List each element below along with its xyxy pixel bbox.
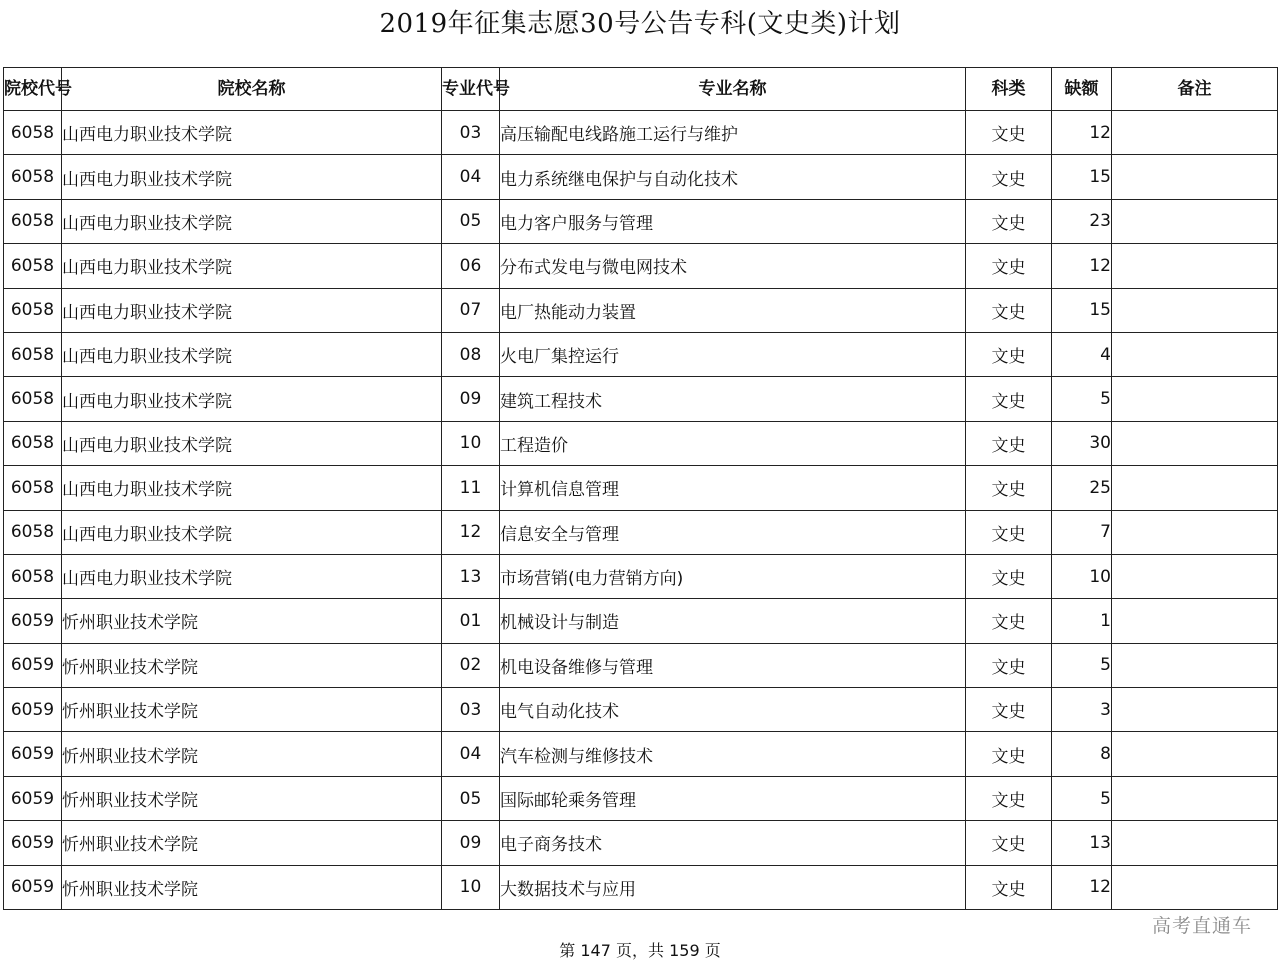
cell-major-name: 建筑工程技术	[500, 377, 966, 421]
cell-major-name: 计算机信息管理	[500, 466, 966, 510]
cell-quota: 5	[1052, 643, 1112, 687]
cell-major-code: 05	[442, 776, 500, 820]
cell-major-name: 电气自动化技术	[500, 688, 966, 732]
cell-note	[1112, 155, 1278, 199]
cell-category: 文史	[966, 643, 1052, 687]
cell-school-name: 忻州职业技术学院	[62, 821, 442, 865]
header-row	[4, 68, 1278, 111]
table-row	[4, 199, 1278, 243]
cell-major-name: 大数据技术与应用	[500, 865, 966, 909]
cell-quota: 15	[1052, 155, 1112, 199]
cell-school-code: 6058	[4, 554, 62, 598]
header-major-name: 专业名称	[500, 68, 966, 111]
cell-note	[1112, 111, 1278, 155]
cell-note	[1112, 421, 1278, 465]
cell-note	[1112, 199, 1278, 243]
cell-category: 文史	[966, 865, 1052, 909]
cell-major-code: 12	[442, 510, 500, 554]
cell-quota: 12	[1052, 244, 1112, 288]
table-row	[4, 776, 1278, 820]
cell-major-name: 工程造价	[500, 421, 966, 465]
cell-school-code: 6058	[4, 377, 62, 421]
cell-major-name: 国际邮轮乘务管理	[500, 776, 966, 820]
cell-major-code: 09	[442, 821, 500, 865]
header-major-code: 专业代号	[442, 68, 500, 111]
cell-school-code: 6058	[4, 332, 62, 376]
cell-school-code: 6059	[4, 688, 62, 732]
table-row	[4, 377, 1278, 421]
cell-major-code: 09	[442, 377, 500, 421]
table-row	[4, 599, 1278, 643]
cell-category: 文史	[966, 732, 1052, 776]
cell-major-name: 分布式发电与微电网技术	[500, 244, 966, 288]
cell-category: 文史	[966, 199, 1052, 243]
cell-major-name: 火电厂集控运行	[500, 332, 966, 376]
cell-school-name: 山西电力职业技术学院	[62, 377, 442, 421]
table-body	[4, 111, 1278, 910]
table-row	[4, 466, 1278, 510]
cell-school-name: 忻州职业技术学院	[62, 865, 442, 909]
cell-school-name: 山西电力职业技术学院	[62, 111, 442, 155]
cell-school-code: 6058	[4, 288, 62, 332]
cell-major-name: 机电设备维修与管理	[500, 643, 966, 687]
cell-category: 文史	[966, 421, 1052, 465]
cell-school-name: 山西电力职业技术学院	[62, 288, 442, 332]
cell-quota: 7	[1052, 510, 1112, 554]
cell-note	[1112, 643, 1278, 687]
cell-school-name: 山西电力职业技术学院	[62, 199, 442, 243]
cell-major-name: 汽车检测与维修技术	[500, 732, 966, 776]
table-row	[4, 288, 1278, 332]
cell-note	[1112, 821, 1278, 865]
cell-category: 文史	[966, 377, 1052, 421]
cell-school-code: 6058	[4, 199, 62, 243]
cell-note	[1112, 732, 1278, 776]
cell-note	[1112, 244, 1278, 288]
cell-school-code: 6059	[4, 732, 62, 776]
cell-major-code: 13	[442, 554, 500, 598]
cell-school-name: 山西电力职业技术学院	[62, 244, 442, 288]
table-row	[4, 111, 1278, 155]
cell-note	[1112, 776, 1278, 820]
cell-school-name: 忻州职业技术学院	[62, 732, 442, 776]
header-school-name: 院校名称	[62, 68, 442, 111]
cell-major-code: 03	[442, 688, 500, 732]
table-row	[4, 421, 1278, 465]
cell-quota: 13	[1052, 821, 1112, 865]
cell-school-code: 6058	[4, 466, 62, 510]
cell-category: 文史	[966, 332, 1052, 376]
cell-major-code: 10	[442, 421, 500, 465]
cell-note	[1112, 332, 1278, 376]
cell-category: 文史	[966, 821, 1052, 865]
cell-category: 文史	[966, 510, 1052, 554]
cell-major-name: 电厂热能动力装置	[500, 288, 966, 332]
table-row	[4, 510, 1278, 554]
cell-quota: 15	[1052, 288, 1112, 332]
cell-note	[1112, 288, 1278, 332]
table-header	[4, 68, 1278, 111]
cell-quota: 10	[1052, 554, 1112, 598]
table-row	[4, 688, 1278, 732]
cell-note	[1112, 377, 1278, 421]
cell-school-name: 山西电力职业技术学院	[62, 421, 442, 465]
cell-category: 文史	[966, 244, 1052, 288]
cell-school-code: 6058	[4, 244, 62, 288]
cell-major-code: 10	[442, 865, 500, 909]
cell-school-code: 6059	[4, 821, 62, 865]
cell-note	[1112, 510, 1278, 554]
cell-category: 文史	[966, 688, 1052, 732]
cell-quota: 3	[1052, 688, 1112, 732]
cell-school-name: 山西电力职业技术学院	[62, 466, 442, 510]
table-row	[4, 155, 1278, 199]
cell-major-name: 电力系统继电保护与自动化技术	[500, 155, 966, 199]
cell-school-name: 山西电力职业技术学院	[62, 155, 442, 199]
table-row	[4, 643, 1278, 687]
cell-major-name: 市场营销(电力营销方向)	[500, 554, 966, 598]
cell-note	[1112, 466, 1278, 510]
cell-school-code: 6059	[4, 643, 62, 687]
cell-school-name: 忻州职业技术学院	[62, 688, 442, 732]
cell-school-code: 6059	[4, 865, 62, 909]
cell-school-name: 山西电力职业技术学院	[62, 332, 442, 376]
cell-major-code: 02	[442, 643, 500, 687]
cell-major-name: 机械设计与制造	[500, 599, 966, 643]
cell-school-code: 6059	[4, 599, 62, 643]
plan-table	[3, 67, 1278, 910]
cell-quota: 1	[1052, 599, 1112, 643]
table-row	[4, 244, 1278, 288]
cell-major-name: 信息安全与管理	[500, 510, 966, 554]
cell-major-code: 04	[442, 155, 500, 199]
cell-quota: 30	[1052, 421, 1112, 465]
cell-major-name: 电力客户服务与管理	[500, 199, 966, 243]
watermark: 高考直通车	[1151, 915, 1252, 937]
header-note: 备注	[1112, 68, 1278, 111]
cell-major-name: 高压输配电线路施工运行与维护	[500, 111, 966, 155]
cell-major-code: 08	[442, 332, 500, 376]
cell-school-name: 忻州职业技术学院	[62, 776, 442, 820]
cell-major-code: 07	[442, 288, 500, 332]
cell-major-code: 05	[442, 199, 500, 243]
cell-major-code: 11	[442, 466, 500, 510]
table-row	[4, 821, 1278, 865]
cell-school-name: 山西电力职业技术学院	[62, 510, 442, 554]
table-row	[4, 554, 1278, 598]
cell-note	[1112, 599, 1278, 643]
cell-quota: 4	[1052, 332, 1112, 376]
header-school-code: 院校代号	[4, 68, 62, 111]
cell-note	[1112, 865, 1278, 909]
cell-school-name: 忻州职业技术学院	[62, 599, 442, 643]
header-quota: 缺额	[1052, 68, 1112, 111]
header-category: 科类	[966, 68, 1052, 111]
cell-major-code: 01	[442, 599, 500, 643]
cell-quota: 5	[1052, 776, 1112, 820]
cell-quota: 23	[1052, 199, 1112, 243]
cell-category: 文史	[966, 554, 1052, 598]
table-row	[4, 865, 1278, 909]
cell-category: 文史	[966, 776, 1052, 820]
page-title: 2019年征集志愿30号公告专科(文史类)计划	[379, 9, 901, 39]
cell-quota: 12	[1052, 865, 1112, 909]
cell-note	[1112, 688, 1278, 732]
cell-school-name: 忻州职业技术学院	[62, 643, 442, 687]
cell-major-code: 03	[442, 111, 500, 155]
cell-quota: 12	[1052, 111, 1112, 155]
cell-quota: 5	[1052, 377, 1112, 421]
cell-quota: 25	[1052, 466, 1112, 510]
page-footer: 第 147 页，共 159 页	[559, 941, 721, 960]
cell-school-code: 6058	[4, 155, 62, 199]
cell-school-code: 6059	[4, 776, 62, 820]
cell-school-code: 6058	[4, 421, 62, 465]
table-row	[4, 732, 1278, 776]
cell-category: 文史	[966, 466, 1052, 510]
cell-category: 文史	[966, 288, 1052, 332]
table-row	[4, 332, 1278, 376]
cell-major-code: 04	[442, 732, 500, 776]
cell-school-code: 6058	[4, 111, 62, 155]
cell-school-name: 山西电力职业技术学院	[62, 554, 442, 598]
cell-category: 文史	[966, 599, 1052, 643]
cell-note	[1112, 554, 1278, 598]
cell-major-code: 06	[442, 244, 500, 288]
cell-category: 文史	[966, 111, 1052, 155]
cell-major-name: 电子商务技术	[500, 821, 966, 865]
cell-school-code: 6058	[4, 510, 62, 554]
cell-quota: 8	[1052, 732, 1112, 776]
cell-category: 文史	[966, 155, 1052, 199]
